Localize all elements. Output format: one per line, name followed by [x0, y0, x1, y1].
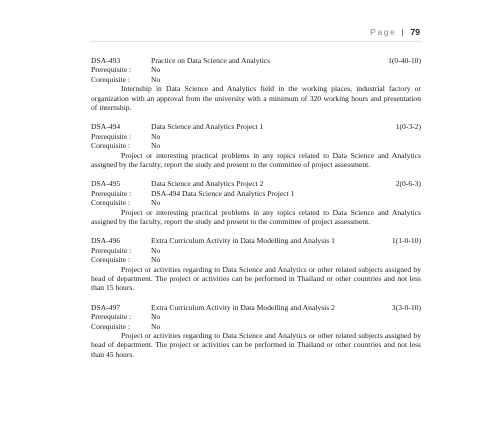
- prerequisite-row: [91, 132, 421, 141]
- course-code: DSA-497: [91, 302, 121, 312]
- course-list: [91, 56, 421, 369]
- course-credits: 1(0-40-10): [388, 56, 421, 65]
- course-description: Project or activities regarding to Data Science and Analytics or other related subjects assigned by head of department. The project or activities can be performed in Thailand or other countries and not less than 45 hours.: [91, 330, 421, 359]
- corequisite-value: No: [151, 141, 161, 151]
- prerequisite-label: Prerequisite :: [91, 65, 132, 75]
- prerequisite-label: Prerequisite :: [91, 245, 132, 255]
- corequisite-label: Corequisite :: [91, 74, 131, 84]
- course-code: DSA-495: [91, 179, 121, 189]
- page-separator: |: [401, 27, 404, 37]
- page-number: 79: [410, 27, 420, 37]
- course-title: Extra Curriculum Activity in Data Modelling and Analysis 1: [151, 236, 335, 246]
- header-divider: [90, 41, 422, 42]
- course-code: DSA-496: [91, 236, 121, 246]
- prerequisite-row: [91, 312, 421, 321]
- course-heading: [91, 303, 421, 312]
- course-title: Data Science and Analytics Project 1: [151, 122, 264, 132]
- prerequisite-label: Prerequisite :: [91, 188, 132, 198]
- corequisite-row: [91, 141, 421, 150]
- course-credits: 1(1-0-10): [391, 236, 421, 246]
- course-heading: [91, 122, 421, 131]
- corequisite-value: No: [151, 74, 161, 84]
- corequisite-label: Corequisite :: [91, 255, 131, 265]
- course-title: Extra Curriculum Activity in Data Modelling and Analysis 2: [151, 302, 335, 312]
- course-code: DSA-493: [91, 56, 121, 65]
- course-credits: 1(0-3-2): [395, 122, 421, 132]
- prerequisite-value: No: [151, 65, 161, 75]
- prerequisite-label: Prerequisite :: [91, 312, 132, 322]
- corequisite-row: [91, 198, 421, 207]
- course-description: Internship in Data Science and Analytics field in the working places, industrial factory or organization with an approval from the university with a minimum of 320 working hours and presentation of internship.: [91, 84, 421, 112]
- prerequisite-row: [91, 246, 421, 255]
- corequisite-row: [91, 322, 421, 331]
- course-entry: [91, 303, 421, 359]
- prerequisite-row: [91, 65, 421, 74]
- course-entry: [91, 179, 421, 226]
- course-title: Practice on Data Science and Analytics: [151, 56, 271, 65]
- prerequisite-value: DSA-494 Data Science and Analytics Project 1: [151, 188, 295, 198]
- course-heading: [91, 179, 421, 188]
- prerequisite-value: No: [151, 131, 161, 141]
- prerequisite-value: No: [151, 245, 161, 255]
- course-heading: [91, 56, 421, 65]
- corequisite-row: [91, 255, 421, 264]
- prerequisite-label: Prerequisite :: [91, 131, 132, 141]
- course-entry: [91, 236, 421, 292]
- corequisite-row: [91, 75, 421, 84]
- course-description: Project or activities regarding to Data Science and Analytics or other related subjects assigned by head of department. The project or activities can be performed in Thailand or other countries and not less than 15 hours.: [91, 264, 421, 293]
- prerequisite-row: [91, 189, 421, 198]
- course-entry: [91, 122, 421, 169]
- prerequisite-value: No: [151, 312, 161, 322]
- course-credits: 2(0-6-3): [395, 179, 421, 189]
- corequisite-label: Corequisite :: [91, 321, 131, 331]
- course-entry: [91, 56, 421, 112]
- corequisite-label: Corequisite :: [91, 141, 131, 151]
- course-title: Data Science and Analytics Project 2: [151, 179, 264, 189]
- page-label: Page: [370, 27, 397, 37]
- course-credits: 3(3-0-10): [391, 302, 421, 312]
- course-description: Project or interesting practical problems in any topics related to Data Science and Analytics assigned by the faculty, report the study and present to the committee of project assessment.: [91, 150, 421, 169]
- corequisite-value: No: [151, 255, 161, 265]
- course-code: DSA-494: [91, 122, 121, 132]
- corequisite-value: No: [151, 321, 161, 331]
- page-header: [370, 27, 420, 37]
- corequisite-value: No: [151, 198, 161, 208]
- corequisite-label: Corequisite :: [91, 198, 131, 208]
- course-heading: [91, 236, 421, 245]
- course-description: Project or interesting practical problems in any topics related to Data Science and Analytics assigned by the faculty, report the study and present to the committee of project assessment.: [91, 207, 421, 226]
